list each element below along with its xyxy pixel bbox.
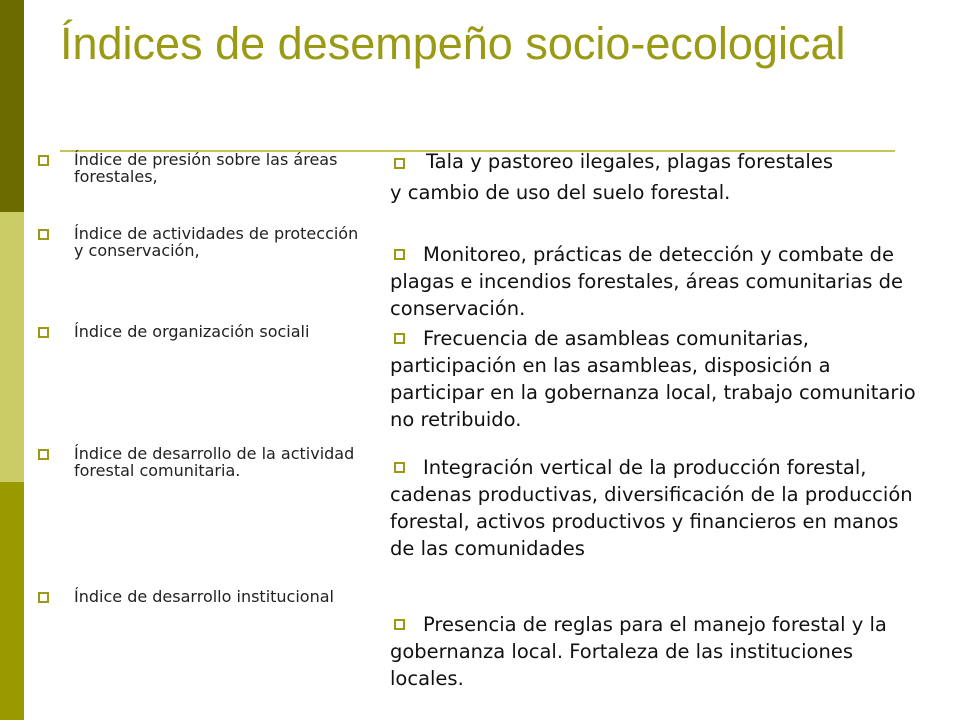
slide-title: Índices de desempeño socio-ecological <box>60 18 846 69</box>
left-list-item: Índice de organización sociali <box>38 323 368 340</box>
right-list-item: Integración vertical de la producción forestal, cadenas productivas, diversificación de la producción forestal, activos productivos y financieros en manos de las comunidades <box>390 456 913 560</box>
right-list-item: Tala y pastoreo ilegales, plagas forestales y cambio de uso del suelo forestal. <box>390 150 833 204</box>
square-bullet-icon <box>38 449 49 460</box>
side-bar-dark <box>0 0 24 212</box>
square-bullet-icon <box>38 229 49 240</box>
square-bullet-icon <box>394 333 405 344</box>
left-list-item: Índice de presión sobre las áreas forestales, <box>38 151 368 185</box>
right-list-item: Frecuencia de asambleas comunitarias, participación en las asambleas, disposición a participar en la gobernanza local, trabajo comunitario no retribuido. <box>390 327 916 431</box>
square-bullet-icon <box>38 327 49 338</box>
right-list-item: Monitoreo, prácticas de detección y combate de plagas e incendios forestales, áreas comunitarias de conservación. <box>390 243 904 320</box>
square-bullet-icon <box>394 462 405 473</box>
square-bullet-icon <box>394 619 405 630</box>
square-bullet-icon <box>38 155 49 166</box>
side-bar-mid <box>0 482 24 720</box>
square-bullet-icon <box>38 592 49 603</box>
square-bullet-icon <box>394 249 405 260</box>
left-list-item: Índice de desarrollo de la actividad forestal comunitaria. <box>38 445 368 479</box>
square-bullet-icon <box>394 158 405 169</box>
right-list-item: Presencia de reglas para el manejo forestal y la gobernanza local. Fortaleza de las instituciones locales. <box>390 613 887 690</box>
side-bar-light <box>0 212 24 482</box>
left-list-item: Índice de desarrollo institucional <box>38 588 368 605</box>
left-list-item: Índice de actividades de protección y conservación, <box>38 225 368 259</box>
